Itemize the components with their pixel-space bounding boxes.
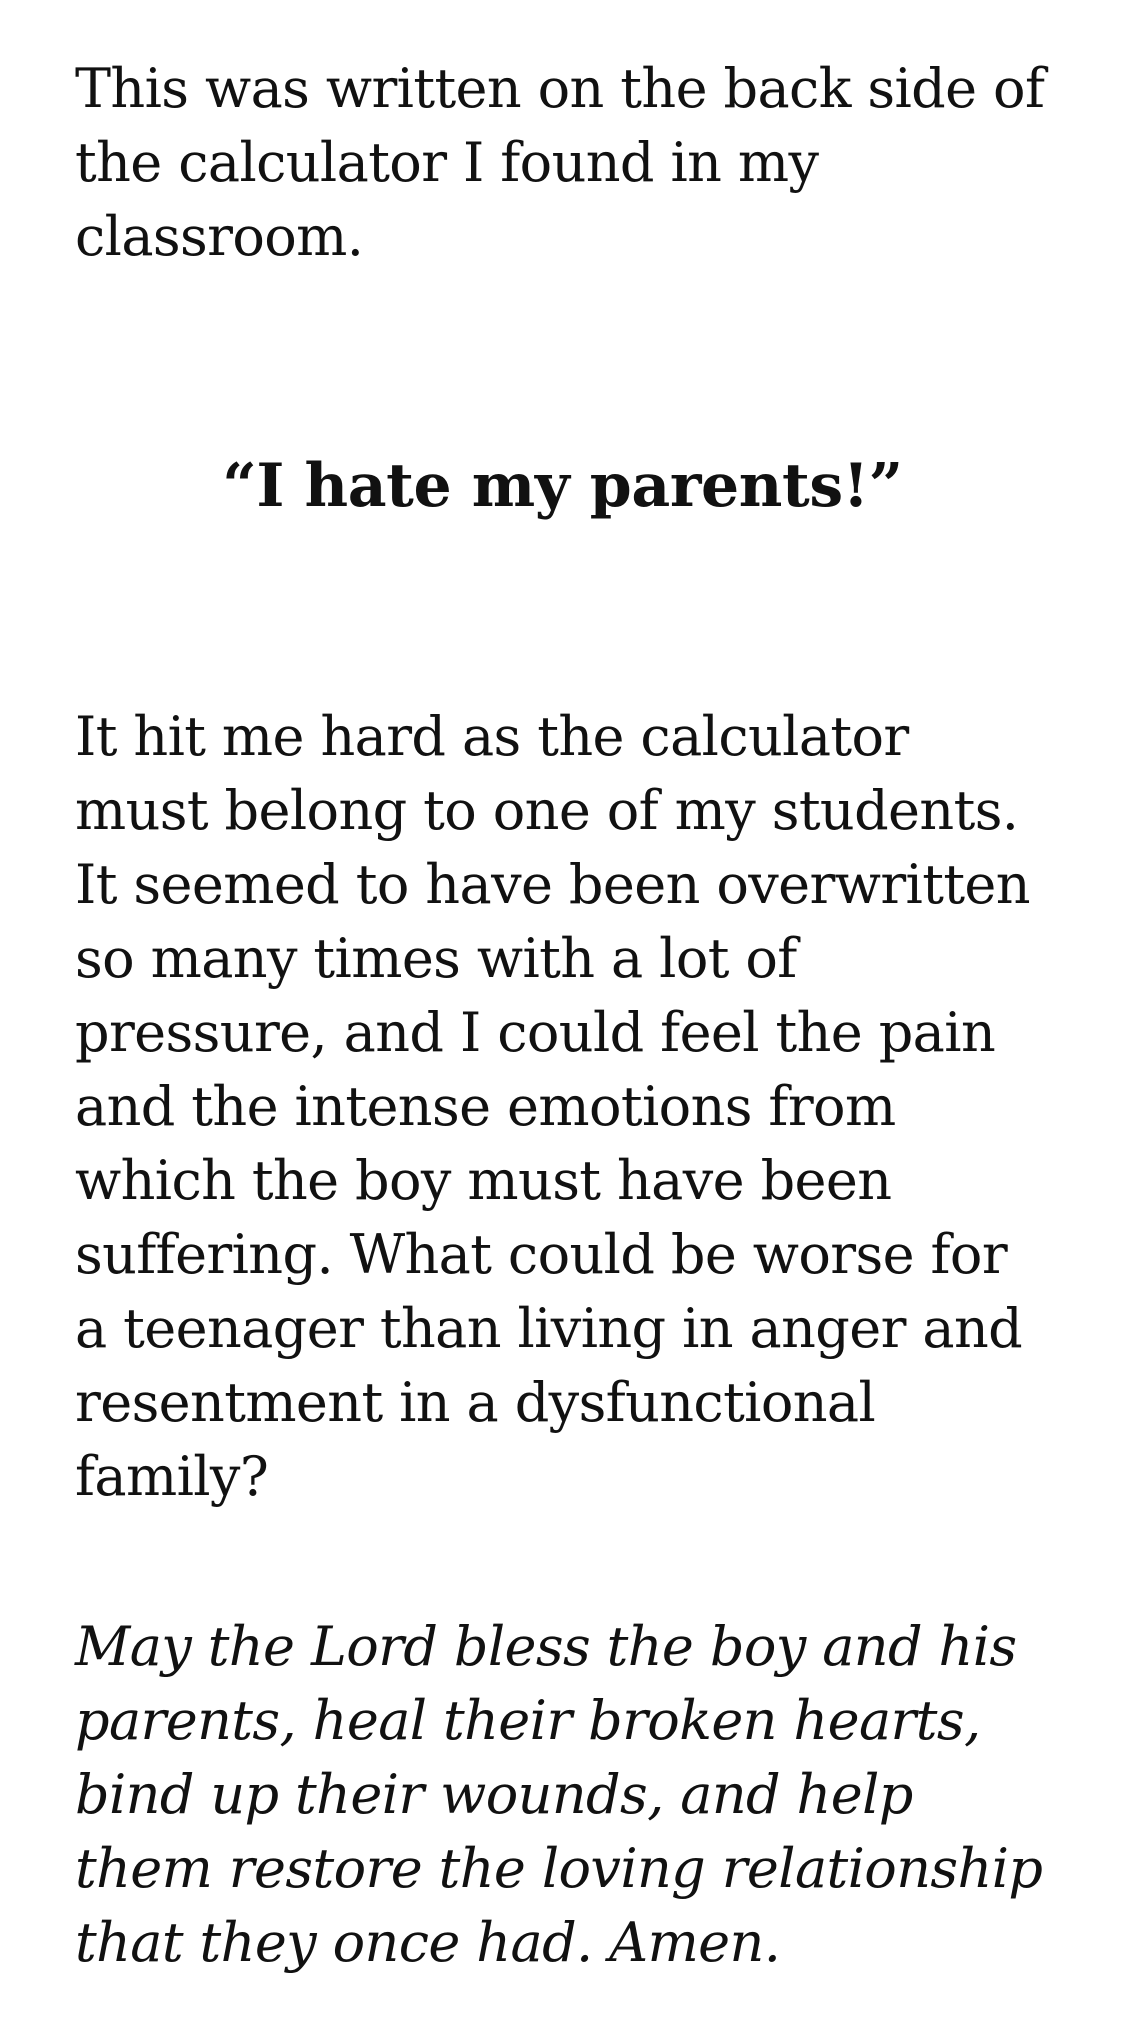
intro-paragraph: This was written on the back side of the calculator I found in my classroom. <box>75 57 1045 268</box>
body-paragraph: It hit me hard as the calculator must belong to one of my students. It seemed to have been overwritten so many times with a lot of pressure, and I could feel the pain and the intense emotions from which the boy must have been suffering. What could be worse for a teenager than living in anger and resentment in a dysfunctional family? <box>75 705 1030 1508</box>
prayer-paragraph: May the Lord bless the boy and his parents, heal their broken hearts, bind up their wounds, and help them restore the loving relationship that they once had. Amen. <box>75 1615 1043 1974</box>
quote-heading: “I hate my parents!” <box>222 451 903 521</box>
